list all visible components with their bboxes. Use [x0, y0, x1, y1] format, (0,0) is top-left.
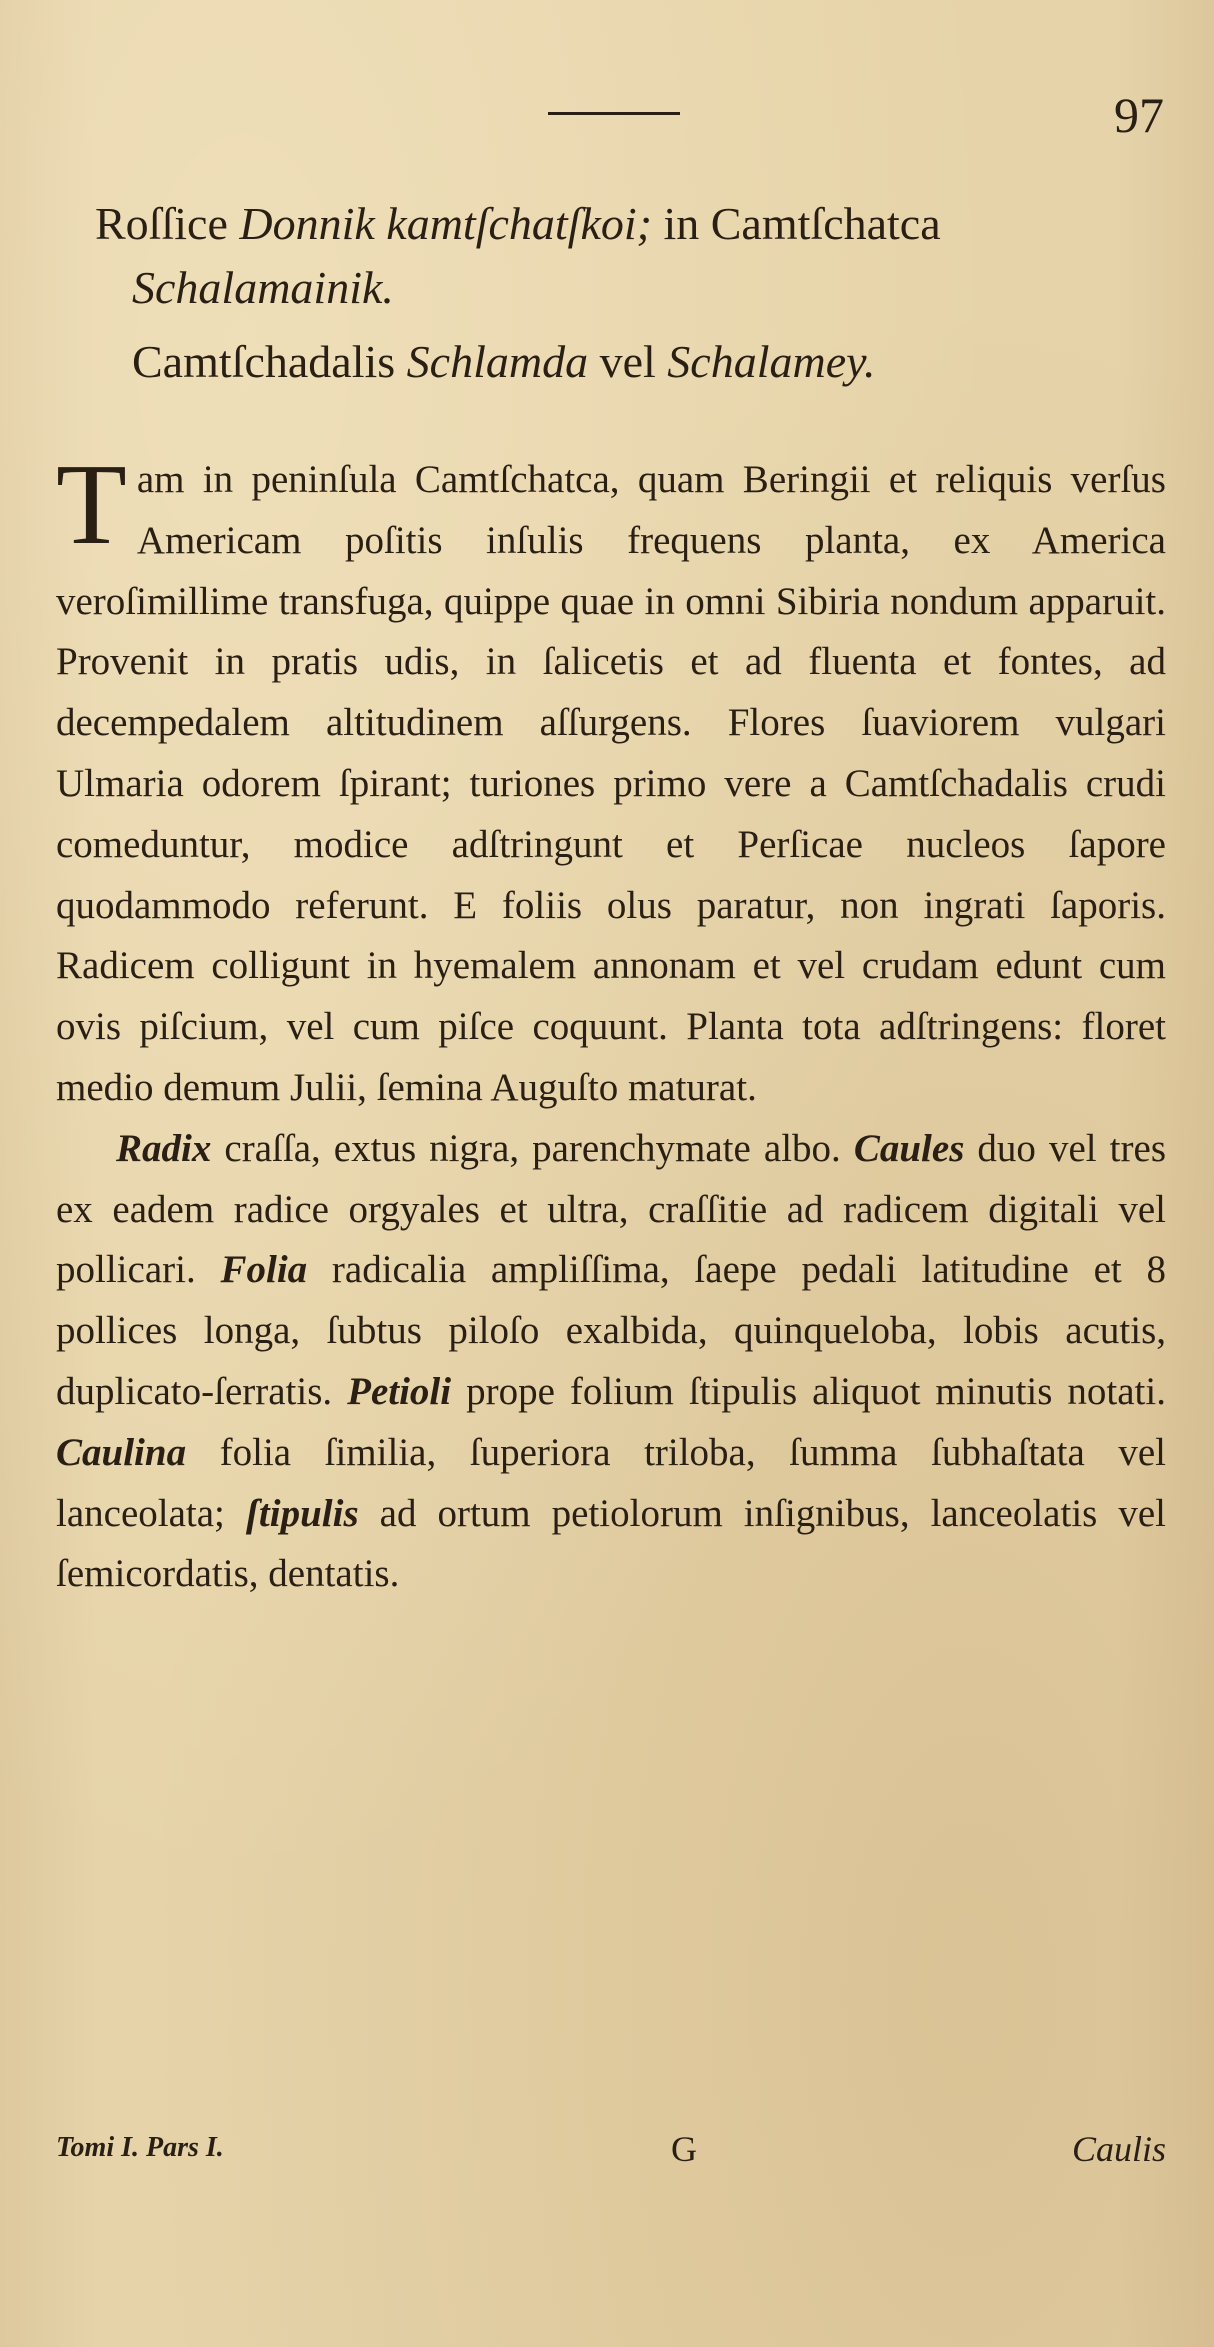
- term-folia: Folia: [220, 1248, 308, 1292]
- term-caulina: Caulina: [56, 1430, 187, 1474]
- paragraph-text: prope folium ſtipulis aliquot minutis notati.: [451, 1369, 1166, 1413]
- heading-text: in Camtſchatca: [651, 198, 941, 249]
- heading-italic-name: Schalamainik.: [132, 262, 394, 313]
- term-radix: Radix: [116, 1126, 212, 1170]
- heading-camtschatca-name: [132, 262, 1202, 315]
- heading-italic-name: Schlamda: [406, 336, 589, 387]
- drop-cap: T: [56, 441, 127, 569]
- term-petioli: Petioli: [347, 1369, 452, 1413]
- paragraph-description: [56, 441, 1166, 1119]
- paragraph-morphology: [56, 1119, 1166, 1605]
- heading-italic-name: Donnik kamtſchatſkoi;: [239, 198, 652, 249]
- body-text: [56, 441, 1166, 1605]
- paragraph-text: am in peninſula Camtſchatca, quam Beringii et reliquis verſus Americam poſitis inſulis frequens planta, ex America veroſimillime transfuga, quippe quae in omni Sibiria nondum apparuit. Provenit in pratis udis, in ſalicetis et ad fluenta et fontes, ad decempedalem altitudinem aſſurgens. Flores ſuaviorem vulgari Ulmaria odorem ſpirant; turiones primo vere a Camtſchadalis crudi comeduntur, modice adſtringunt et Perſicae nucleos ſapore quodammodo referunt. E foliis olus paratur, non ingrati ſaporis. Radicem colligunt in hyemalem annonam et vel crudam edunt cum ovis piſcium, vel cum piſce coquunt. Planta tota adſtringens: floret medio demum Julii, ſemina Auguſto maturat.: [56, 458, 1166, 1109]
- catchword: Caulis: [1071, 2129, 1166, 2169]
- heading-text: vel: [588, 336, 668, 387]
- paragraph-text: radicalia ampliſſima, ſaepe pedali latitudine et 8 pollices longa, ſubtus piloſo exalbida, quinqueloba, lobis acutis, duplicato-ſerratis.: [56, 1248, 1166, 1413]
- heading-camtschadalis-name: [132, 336, 1202, 389]
- signature-letter: G: [671, 2129, 697, 2169]
- heading-russian-name: [95, 198, 1165, 251]
- header-rule: [548, 112, 680, 115]
- heading-text: Roſſice: [95, 198, 240, 249]
- paragraph-text: craſſa, extus nigra, parenchymate albo.: [211, 1126, 854, 1170]
- paragraph-text: ad ortum petiolorum inſignibus, lanceolatis vel ſemicordatis, dentatis.: [56, 1491, 1166, 1596]
- page-footer: [56, 2128, 1166, 2178]
- paragraph-text: duo vel tres ex eadem radice orgyales et ultra, craſſitie ad radicem digitali vel pollicari.: [56, 1126, 1166, 1292]
- paragraph-text: folia ſimilia, ſuperiora triloba, ſumma ſubhaſtata vel lanceolata;: [56, 1430, 1166, 1535]
- signature-mark: Tomi I. Pars I.: [56, 2132, 224, 2163]
- term-stipulis: ſtipulis: [245, 1491, 359, 1535]
- heading-text: Camtſchadalis: [132, 336, 407, 387]
- page-number: 97: [1114, 87, 1164, 143]
- heading-italic-name: Schalamey.: [667, 336, 876, 387]
- term-caules: Caules: [853, 1126, 965, 1170]
